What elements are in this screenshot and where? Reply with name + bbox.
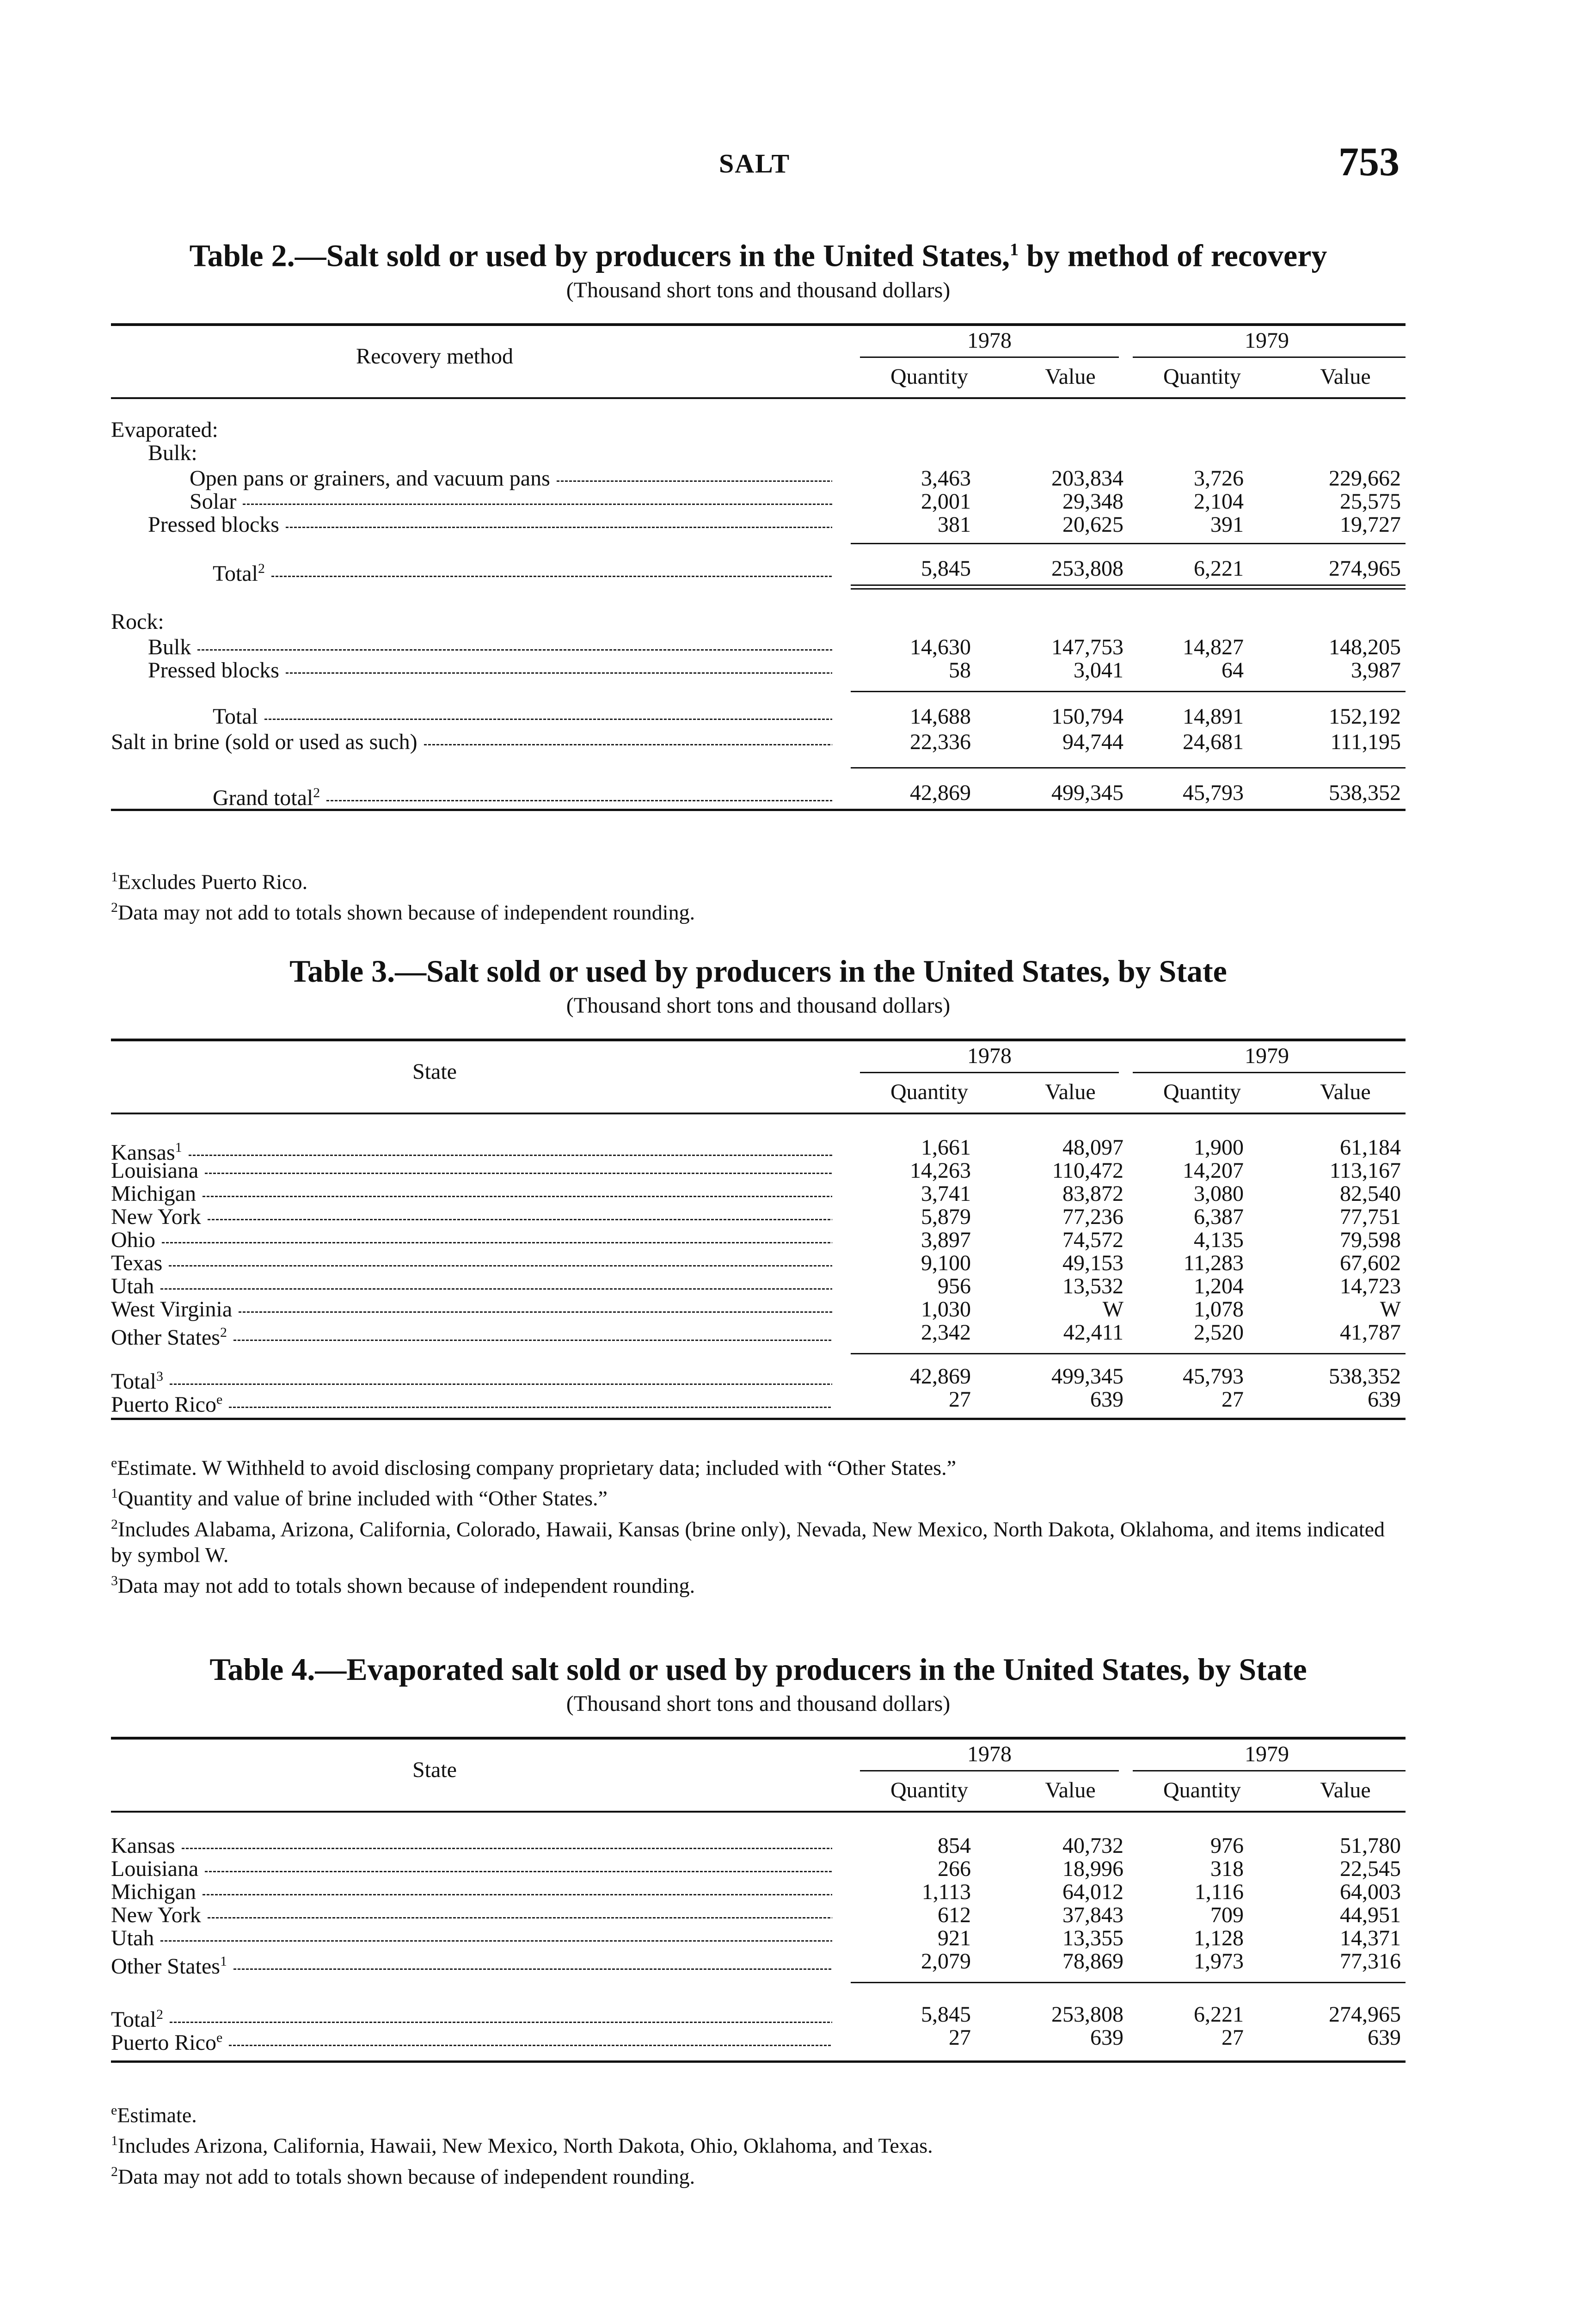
table-cell: 44,951 (1340, 1903, 1401, 1927)
table-cell: 83,872 (1062, 1181, 1123, 1206)
table-cell: 5,845 (921, 556, 971, 581)
table-cell: 64,003 (1340, 1880, 1401, 1904)
year-head-1979: 1979 (1245, 328, 1289, 353)
table-cell: 1,661 (921, 1135, 971, 1160)
table-cell: 1,973 (1194, 1949, 1244, 1974)
table-cell: 3,987 (1351, 658, 1401, 683)
table-cell: 61,184 (1340, 1135, 1401, 1160)
table-row (111, 635, 1406, 659)
footnote: $^3$Data may not add to totals shown because of independent rounding. (111, 1573, 695, 1598)
col-quantity-1979: Quantity (1163, 1080, 1241, 1104)
table-row (111, 730, 1406, 754)
table-3 (111, 953, 1406, 1599)
row-label: Solar (190, 490, 832, 514)
table-cell: 25,575 (1340, 489, 1401, 514)
table-cell: 9,100 (921, 1251, 971, 1275)
col-value-1979: Value (1320, 364, 1371, 389)
row-label: Other States$^1$ (111, 1949, 832, 1979)
row-label: Bulk: (148, 441, 197, 465)
col-quantity-1978: Quantity (890, 364, 968, 389)
table-cell: 956 (938, 1274, 971, 1298)
table-cell: 203,834 (1051, 466, 1123, 491)
table-cell: 45,793 (1183, 1364, 1244, 1389)
table-cell: 3,080 (1194, 1181, 1244, 1206)
table-cell: 42,411 (1063, 1320, 1123, 1345)
table-row (111, 1880, 1406, 1904)
table-cell: 14,207 (1183, 1158, 1244, 1183)
table-row (111, 556, 1406, 586)
table-cell: 77,316 (1340, 1949, 1401, 1974)
table-cell: 318 (1210, 1857, 1244, 1881)
table-cell: 381 (938, 512, 971, 537)
table-cell: 11,283 (1183, 1251, 1244, 1275)
table-row (111, 1903, 1406, 1927)
table-title: Table 4.—Evaporated salt sold or used by producers in the United States, by State (209, 1652, 1307, 1687)
table-cell: 67,602 (1340, 1251, 1401, 1275)
row-label: Utah (111, 1926, 832, 1950)
table-row (111, 705, 1406, 729)
row-label: Pressed blocks (148, 658, 832, 683)
table-cell: 82,540 (1340, 1181, 1401, 1206)
table-cell: 41,787 (1340, 1320, 1401, 1345)
table-cell: 74,572 (1062, 1228, 1123, 1252)
table-grid (111, 1039, 1406, 1441)
table-cell: 1,113 (921, 1880, 971, 1904)
table-cell: 6,221 (1194, 556, 1244, 581)
table-row (111, 490, 1406, 514)
table-row (111, 1949, 1406, 1979)
table-notes (111, 2097, 1406, 2189)
table-cell: 1,900 (1194, 1135, 1244, 1160)
row-label: West Virginia (111, 1297, 832, 1322)
table-cell: 229,662 (1329, 466, 1401, 491)
year-head-1978: 1978 (967, 1044, 1012, 1068)
table-row (111, 1364, 1406, 1394)
row-label: Kansas$^1$ (111, 1136, 832, 1165)
table-cell: 266 (938, 1857, 971, 1881)
table-cell: 29,348 (1062, 489, 1123, 514)
table-cell: 639 (1368, 2025, 1401, 2050)
year-head-1979: 1979 (1245, 1044, 1289, 1068)
col-value-1978: Value (1045, 1080, 1096, 1104)
table-cell: 24,681 (1183, 729, 1244, 754)
table-row (111, 780, 1406, 810)
col-quantity-1978: Quantity (890, 1080, 968, 1104)
footnote: $^1$Excludes Puerto Rico. (111, 869, 308, 893)
table-row (111, 1857, 1406, 1881)
table-cell: 150,794 (1051, 704, 1123, 729)
row-label: Kansas (111, 1834, 832, 1858)
table-row (111, 1159, 1406, 1183)
row-label: Puerto Rico$^e$ (111, 2026, 832, 2055)
table-cell: 709 (1210, 1903, 1244, 1927)
table-cell: 499,345 (1051, 1364, 1123, 1389)
table-cell: 113,167 (1329, 1158, 1401, 1183)
table-cell: 14,263 (910, 1158, 971, 1183)
table-cell: 42,869 (910, 1364, 971, 1389)
table-row (111, 1834, 1406, 1858)
table-cell: 1,078 (1194, 1297, 1244, 1322)
page-number: 753 (1338, 140, 1400, 184)
table-cell: 42,869 (910, 780, 971, 805)
table-cell: 13,355 (1062, 1926, 1123, 1950)
table-cell: 14,891 (1183, 704, 1244, 729)
table-cell: 18,996 (1062, 1857, 1123, 1881)
table-cell: 3,463 (921, 466, 971, 491)
table-notes (111, 864, 1406, 926)
footnote: $^e$Estimate. (111, 2103, 197, 2127)
table-row (111, 1251, 1406, 1275)
col-value-1979: Value (1320, 1778, 1371, 1802)
table-cell: 5,845 (921, 2002, 971, 2027)
table-cell: 58 (949, 658, 971, 683)
row-label: Louisiana (111, 1857, 832, 1881)
table-cell: 147,753 (1051, 634, 1123, 659)
table-cell: 3,741 (921, 1181, 971, 1206)
table-row (111, 1926, 1406, 1950)
table-cell: 94,744 (1062, 729, 1123, 754)
row-label: Rock: (111, 609, 164, 634)
table-cell: 19,727 (1340, 512, 1401, 537)
table-cell: 110,472 (1052, 1158, 1123, 1183)
col-quantity-1979: Quantity (1163, 364, 1241, 389)
table-cell: 274,965 (1329, 2002, 1401, 2027)
row-label: Utah (111, 1274, 832, 1298)
table-cell: 27 (949, 2025, 971, 2050)
table-cell: 1,204 (1194, 1274, 1244, 1298)
year-head-1978: 1978 (967, 1742, 1012, 1766)
table-grid (111, 323, 1406, 855)
table-cell: 64,012 (1062, 1880, 1123, 1904)
table-row (111, 610, 1406, 634)
table-row (111, 1182, 1406, 1206)
row-label: Open pans or grainers, and vacuum pans (190, 467, 832, 491)
table-row (111, 1274, 1406, 1298)
row-label: Michigan (111, 1880, 832, 1904)
table-cell: 148,205 (1329, 634, 1401, 659)
row-label: Salt in brine (sold or used as such) (111, 730, 832, 754)
table-subtitle: (Thousand short tons and thousand dollars) (566, 277, 951, 302)
table-cell: 27 (949, 1387, 971, 1412)
table-cell: 6,387 (1194, 1205, 1244, 1229)
table-cell: 40,732 (1062, 1833, 1123, 1858)
row-label: Total (213, 705, 832, 729)
table-cell: 37,843 (1062, 1903, 1123, 1927)
table-cell: W (1380, 1297, 1401, 1322)
table-cell: 639 (1090, 2025, 1123, 2050)
table-notes (111, 1450, 1406, 1599)
table-row (111, 1205, 1406, 1229)
row-label: Texas (111, 1251, 832, 1275)
table-cell: 3,726 (1194, 466, 1244, 491)
table-cell: 45,793 (1183, 780, 1244, 805)
table-cell: 49,153 (1062, 1251, 1123, 1275)
table-cell: 639 (1368, 1387, 1401, 1412)
running-head: SALT (719, 148, 791, 178)
table-cell: 391 (1210, 512, 1244, 537)
col-value-1978: Value (1045, 1778, 1096, 1802)
table-2 (111, 231, 1406, 925)
table-row (111, 1387, 1406, 1417)
table-row (111, 1297, 1406, 1322)
footnote: $^1$Quantity and value of brine included with “Other States.” (111, 1486, 608, 1510)
table-cell: 152,192 (1329, 704, 1401, 729)
stub-head: State (412, 1758, 457, 1782)
table-cell: 22,545 (1340, 1857, 1401, 1881)
table-cell: 14,371 (1340, 1926, 1401, 1950)
table-row (111, 441, 1406, 465)
table-cell: 64 (1222, 658, 1244, 683)
table-cell: 3,041 (1074, 658, 1123, 683)
table-row (111, 1135, 1406, 1165)
table-cell: 2,001 (921, 489, 971, 514)
table-cell: 4,135 (1194, 1228, 1244, 1252)
table-grid (111, 1737, 1406, 2088)
stub-head: Recovery method (356, 344, 513, 369)
table-cell: W (1102, 1297, 1123, 1322)
row-label: New York (111, 1205, 832, 1229)
table-cell: 77,236 (1062, 1205, 1123, 1229)
table-cell: 2,520 (1194, 1320, 1244, 1345)
col-quantity-1978: Quantity (890, 1778, 968, 1802)
row-label: Ohio (111, 1228, 832, 1252)
footnote: $^e$Estimate. W Withheld to avoid disclosing company proprietary data; included with “Other States.” (111, 1455, 957, 1480)
footnote: $^1$Includes Arizona, California, Hawaii, New Mexico, North Dakota, Ohio, Oklahoma, and Texas. (111, 2133, 933, 2158)
row-label: Total$^2$ (111, 2003, 832, 2032)
row-label: New York (111, 1903, 832, 1927)
table-cell: 3,897 (921, 1228, 971, 1252)
table-subtitle: (Thousand short tons and thousand dollars) (566, 993, 951, 1018)
row-label: Evaporated: (111, 418, 218, 442)
table-cell: 111,195 (1330, 729, 1401, 754)
table-cell: 499,345 (1051, 780, 1123, 805)
table-cell: 14,688 (910, 704, 971, 729)
table-row (111, 2025, 1406, 2055)
table-cell: 79,598 (1340, 1228, 1401, 1252)
table-row (111, 658, 1406, 683)
table-4 (111, 1651, 1406, 2189)
table-title: Table 3.—Salt sold or used by producers in the United States, by State (289, 953, 1227, 989)
table-cell: 20,625 (1062, 512, 1123, 537)
table-cell: 253,808 (1051, 556, 1123, 581)
table-cell: 1,030 (921, 1297, 971, 1322)
table-row (111, 418, 1406, 442)
table-cell: 77,751 (1340, 1205, 1401, 1229)
row-label: Bulk (148, 635, 832, 659)
table-row (111, 513, 1406, 537)
footnote: $^2$Includes Alabama, Arizona, California, Colorado, Hawaii, Kansas (brine only), Nevada, New Mexico, North Dakota, Oklahoma, and items indicated by symbol W. (111, 1516, 1385, 1567)
year-head-1979: 1979 (1245, 1742, 1289, 1766)
table-cell: 2,079 (921, 1949, 971, 1974)
col-value-1978: Value (1045, 364, 1096, 389)
table-cell: 2,342 (921, 1320, 971, 1345)
table-title: Table 2.—Salt sold or used by producers in the United States,$^1$ by method of recovery (189, 238, 1327, 273)
row-label: Puerto Rico$^e$ (111, 1388, 832, 1417)
footnote: $^2$Data may not add to totals shown because of independent rounding. (111, 899, 695, 924)
footnote: $^2$Data may not add to totals shown because of independent rounding. (111, 2164, 695, 2188)
table-cell: 1,128 (1194, 1926, 1244, 1950)
table-subtitle: (Thousand short tons and thousand dollars) (566, 1691, 951, 1716)
table-cell: 639 (1090, 1387, 1123, 1412)
table-cell: 612 (938, 1903, 971, 1927)
row-label: Grand total$^2$ (213, 781, 832, 810)
table-row (111, 1228, 1406, 1252)
row-label: Pressed blocks (148, 513, 832, 537)
table-cell: 538,352 (1329, 1364, 1401, 1389)
table-cell: 921 (938, 1926, 971, 1950)
table-cell: 538,352 (1329, 780, 1401, 805)
col-quantity-1979: Quantity (1163, 1778, 1241, 1802)
table-row (111, 2002, 1406, 2032)
table-cell: 1,116 (1194, 1880, 1244, 1904)
row-label: Other States$^2$ (111, 1321, 832, 1350)
stub-head: State (412, 1059, 457, 1084)
table-cell: 2,104 (1194, 489, 1244, 514)
table-cell: 6,221 (1194, 2002, 1244, 2027)
table-cell: 27 (1222, 1387, 1244, 1412)
row-label: Michigan (111, 1182, 832, 1206)
year-head-1978: 1978 (967, 328, 1012, 353)
row-label: Total$^2$ (213, 557, 832, 586)
table-cell: 5,879 (921, 1205, 971, 1229)
row-label: Total$^3$ (111, 1365, 832, 1394)
table-cell: 14,827 (1183, 634, 1244, 659)
col-value-1979: Value (1320, 1080, 1371, 1104)
row-label: Louisiana (111, 1159, 832, 1183)
table-cell: 13,532 (1062, 1274, 1123, 1298)
table-cell: 854 (938, 1833, 971, 1858)
table-cell: 14,723 (1340, 1274, 1401, 1298)
table-cell: 253,808 (1051, 2002, 1123, 2027)
table-row (111, 1320, 1406, 1350)
table-cell: 14,630 (910, 634, 971, 659)
table-cell: 274,965 (1329, 556, 1401, 581)
table-cell: 22,336 (910, 729, 971, 754)
table-row (111, 467, 1406, 491)
table-cell: 51,780 (1340, 1833, 1401, 1858)
table-cell: 78,869 (1062, 1949, 1123, 1974)
table-cell: 48,097 (1062, 1135, 1123, 1160)
table-cell: 976 (1210, 1833, 1244, 1858)
table-cell: 27 (1222, 2025, 1244, 2050)
